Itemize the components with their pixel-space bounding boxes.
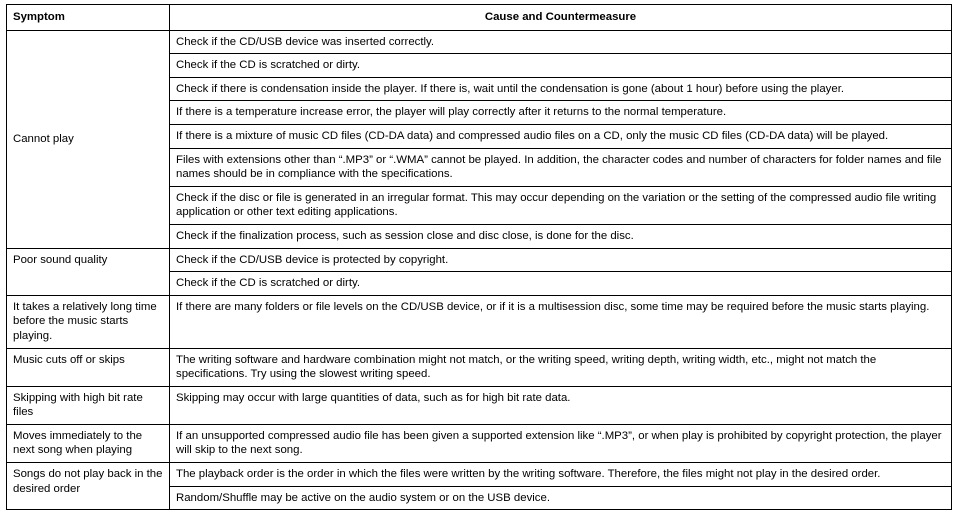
symptom-cell: Cannot play	[7, 30, 170, 248]
cause-cell: The writing software and hardware combination might not match, or the writing speed, writing depth, writing width, etc., might not match the specifications. Try using the slowest writing speed.	[170, 348, 952, 386]
table-row	[7, 463, 952, 487]
troubleshooting-table	[6, 4, 952, 510]
symptom-cell: Moves immediately to the next song when playing	[7, 424, 170, 462]
cause-cell: Check if the CD is scratched or dirty.	[170, 272, 952, 296]
cause-cell: Check if the disc or file is generated in an irregular format. This may occur depending on the variation or the setting of the compressed audio file writing application or other text editing applications.	[170, 186, 952, 224]
symptom-cell: Music cuts off or skips	[7, 348, 170, 386]
column-header-cause: Cause and Countermeasure	[170, 5, 952, 31]
cause-cell: If there is a temperature increase error, the player will play correctly after it returns to the normal temperature.	[170, 101, 952, 125]
symptom-cell: Skipping with high bit rate files	[7, 386, 170, 424]
cause-cell: Check if the CD/USB device was inserted correctly.	[170, 30, 952, 54]
table-row	[7, 248, 952, 272]
cause-cell: If there is a mixture of music CD files (CD-DA data) and compressed audio files on a CD, only the music CD files (CD-DA data) will be played.	[170, 124, 952, 148]
cause-cell: Skipping may occur with large quantities of data, such as for high bit rate data.	[170, 386, 952, 424]
symptom-cell: It takes a relatively long time before the music starts playing.	[7, 295, 170, 348]
table-row	[7, 348, 952, 386]
cause-cell: Check if the CD is scratched or dirty.	[170, 54, 952, 78]
cause-cell: Check if the CD/USB device is protected by copyright.	[170, 248, 952, 272]
cause-cell: Check if the finalization process, such as session close and disc close, is done for the disc.	[170, 224, 952, 248]
table-body	[7, 30, 952, 510]
cause-cell: If there are many folders or file levels on the CD/USB device, or if it is a multisession disc, some time may be required before the music starts playing.	[170, 295, 952, 348]
table-row	[7, 295, 952, 348]
column-header-symptom: Symptom	[7, 5, 170, 31]
table-header-row	[7, 5, 952, 31]
table-row	[7, 30, 952, 54]
table-row	[7, 424, 952, 462]
cause-cell: The playback order is the order in which the files were written by the writing software. Therefore, the files might not play in the desired order.	[170, 463, 952, 487]
table-header	[7, 5, 952, 31]
table-row	[7, 386, 952, 424]
cause-cell: Check if there is condensation inside the player. If there is, wait until the condensation is gone (about 1 hour) before using the player.	[170, 77, 952, 101]
cause-cell: Files with extensions other than “.MP3” or “.WMA” cannot be played. In addition, the character codes and number of characters for folder names and file names should be in compliance with the specifications.	[170, 148, 952, 186]
cause-cell: If an unsupported compressed audio file has been given a supported extension like “.MP3”, or when play is prohibited by copyright protection, the player will skip to the next song.	[170, 424, 952, 462]
symptom-cell: Poor sound quality	[7, 248, 170, 295]
symptom-cell: Songs do not play back in the desired order	[7, 463, 170, 510]
cause-cell: Random/Shuffle may be active on the audio system or on the USB device.	[170, 486, 952, 510]
